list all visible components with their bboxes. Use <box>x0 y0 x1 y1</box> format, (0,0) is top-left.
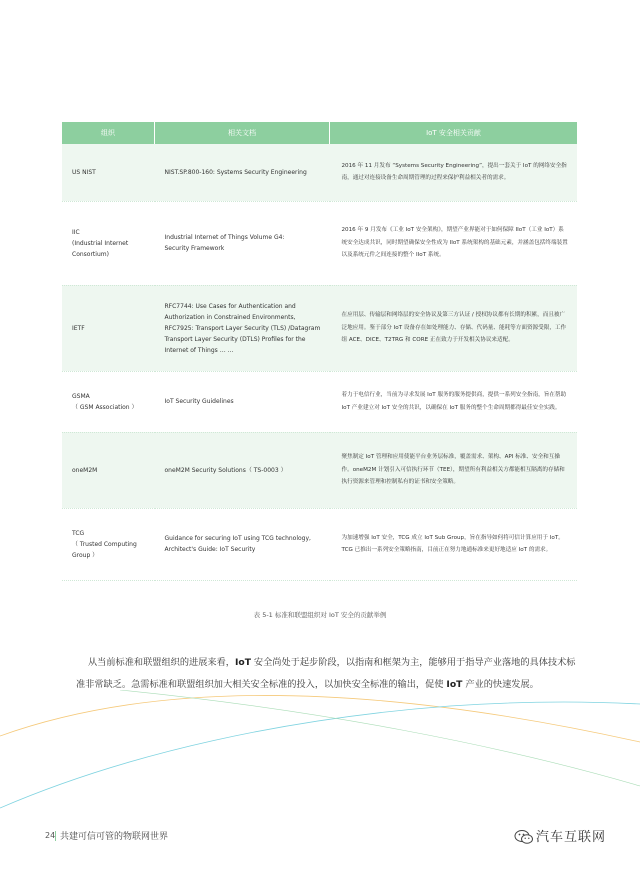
para-text-3: 产业的快速发展。 <box>462 678 539 690</box>
table-row <box>62 371 577 432</box>
cell-org: oneM2M <box>62 432 155 508</box>
para-text-1: 从当前标准和联盟组织的进展来看， <box>88 657 235 668</box>
table <box>62 122 577 581</box>
standards-table <box>62 122 577 581</box>
cell-org: US NIST <box>62 144 155 201</box>
body-paragraph <box>76 652 581 695</box>
cell-org: TCG （ Trusted Computing Group ） <box>62 508 155 580</box>
cell-doc: oneM2M Security Solutions（ TS-0003 ） <box>155 432 330 508</box>
green-curve <box>120 690 640 786</box>
table-row <box>62 144 577 201</box>
cell-contrib: 在应用层、传输层和网络层的安全协议及第三方认证 / 授权协议都有长期的积累，而且被广泛地应用。鉴于部分 IoT 设备存在如处理能力、存储、代码量、能耗等方面资源受限，工作组 ACE、DICE、T2TRG 和 CORE 正在致力于开发相关协议来适配。 <box>330 285 578 371</box>
para-text-2: 安全尚处于起步阶段，以指南和框架为主，能够用于指导产业落地的具体技术标准非常缺乏。急需标准和联盟组织加大相关安全标准的投入，以加快安全标准的输出，促使 <box>76 657 576 690</box>
cell-doc: RFC7744: Use Cases for Authentication and Authorization in Constrained Environments, RFC7925: Transport Layer Security (TLS) /Datagram Transport Layer Security (DTLS) Profiles for the Internet of Things … … <box>155 285 330 371</box>
page-number: 24 <box>45 831 56 840</box>
cell-contrib: 2016 年 11 月发布 “Systems Security Engineering”，提出一套关于 IoT 的网络安全指南，通过对连接设备生命周期管理的过程来保护利益相关者的需求。 <box>330 144 578 201</box>
table-caption: 表 5-1 标准和联盟组织对 IoT 安全的贡献举例 <box>253 611 387 619</box>
header-org: 组织 <box>62 122 155 144</box>
header-doc: 相关文档 <box>155 122 330 144</box>
cyan-curve <box>0 702 640 808</box>
cell-org: IIC (Industrial Internet Consortium) <box>62 201 155 285</box>
table-row <box>62 508 577 580</box>
header-contrib: IoT 安全相关贡献 <box>330 122 578 144</box>
cell-contrib: 着力于电信行业，当前为寻求发展 IoT 服务的服务提供商，提供一系列安全指南，旨在帮助 IoT 产业建立对 IoT 安全的共识，以确保在 IoT 服务的整个生命周期都得最佳安全实践。 <box>330 371 578 432</box>
table-row <box>62 201 577 285</box>
table-header-row <box>62 122 577 144</box>
decorative-curves <box>0 690 640 830</box>
cell-contrib: 为加速增强 IoT 安全，TCG 成立 IoT Sub Group，旨在指导如何将可信计算应用于 IoT。TCG 已推出一系列安全策略指南，目前正在努力地通标准来更好地适应 IoT 的需求。 <box>330 508 578 580</box>
cell-org: IETF <box>62 285 155 371</box>
table-row <box>62 285 577 371</box>
cell-contrib: 聚焦制定 IoT 管理和应用使能平台业务层标准，覆盖需求、架构、API 标准、安全和互操作。oneM2M 计划引入可信执行环节（TEE），期望所有利益相关方都能相互隔离的存储和执行资源来管理和控制私有的证书和安全策略。 <box>330 432 578 508</box>
cell-contrib: 2016 年 9 月发布《工业 IoT 安全架构》，期望产业界能对于如何保障 IIoT（工业 IoT）系统安全达成共识，同时期望确保安全性成为 IIoT 系统架构的基础元素，并涵盖包括终端装置以及系统元件之间连接的整个 IIoT 系统。 <box>330 201 578 285</box>
wechat-icon <box>514 829 534 845</box>
table-row <box>62 432 577 508</box>
para-bold-2: IoT <box>446 678 463 690</box>
cell-doc: IoT Security Guidelines <box>155 371 330 432</box>
cell-org: GSMA （ GSM Association ） <box>62 371 155 432</box>
cell-doc: NIST.SP.800-160: Systems Security Engineering <box>155 144 330 201</box>
cell-doc: Industrial Internet of Things Volume G4: Security Framework <box>155 201 330 285</box>
footer-divider <box>55 831 56 841</box>
para-bold-1: IoT <box>235 657 251 668</box>
brand-name: 汽车互联网 <box>536 830 607 845</box>
cell-doc: Guidance for securing IoT using TCG technology, Architect's Guide: IoT Security <box>155 508 330 580</box>
footer-title: 共建可信可管的物联网世界 <box>60 832 169 842</box>
